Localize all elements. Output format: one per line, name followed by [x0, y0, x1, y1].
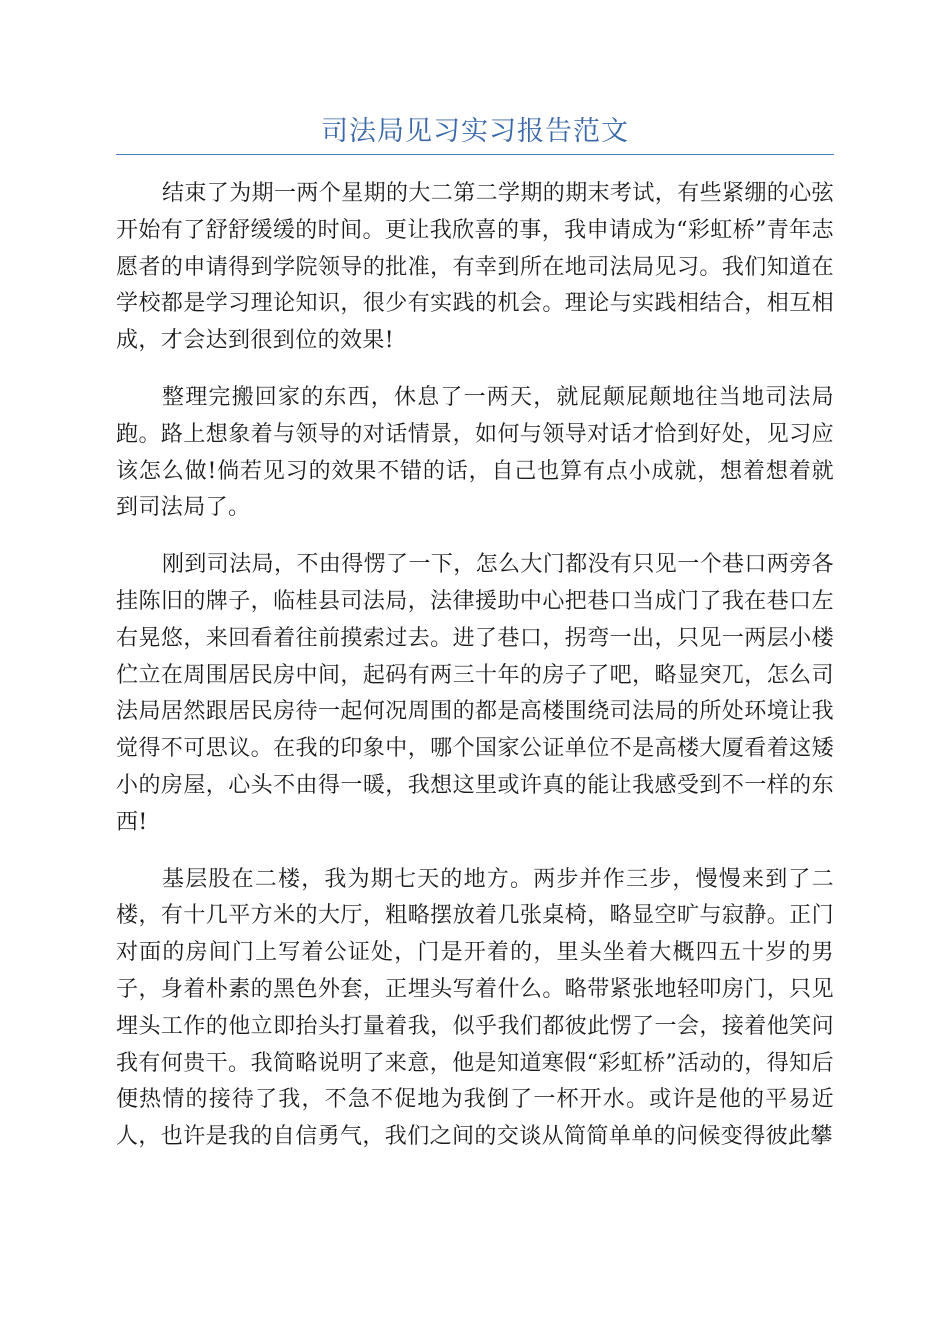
paragraph-4: 基层股在二楼，我为期七天的地方。两步并作三步，慢慢来到了二楼，有十几平方米的大厅，粗略摆放着几张桌椅，略显空旷与寂静。正门对面的房间门上写着公证处，门是开着的，里头坐着大概四五十岁的男子，身着朴素的黑色外套，正埋头写着什么。略带紧张地轻叩房门，只见埋头工作的他立即抬头打量着我，似乎我们都彼此愣了一会，接着他笑问我有何贵干。我简略说明了来意，他是知道寒假“彩虹桥”活动的，得知后便热情的接待了我，不急不促地为我倒了一杯开水。或许是他的平易近人，也许是我的自信勇气，我们之间的交谈从简简单单的问候变得彼此攀 [116, 866, 834, 1150]
paragraph-2: 整理完搬回家的东西，休息了一两天，就屁颠屁颠地往当地司法局跑。路上想象着与领导的对话情景，如何与领导对话才恰到好处，见习应该怎么做!倘若见习的效果不错的话，自己也算有点小成就，想着想着就到司法局了。 [116, 384, 834, 521]
paragraph-1: 结束了为期一两个星期的大二第二学期的期末考试，有些紧绷的心弦开始有了舒舒缓缓的时间。更让我欣喜的事，我申请成为“彩虹桥”青年志愿者的申请得到学院领导的批准，有幸到所在地司法局见习。我们知道在学校都是学习理论知识，很少有实践的机会。理论与实践相结合，相互相成，才会达到很到位的效果! [116, 181, 835, 354]
document-body [116, 176, 834, 1176]
paragraph-3: 刚到司法局，不由得愣了一下，怎么大门都没有只见一个巷口两旁各挂陈旧的牌子，临桂县司法局，法律援助中心把巷口当成门了我在巷口左右晃悠，来回看着往前摸索过去。进了巷口，拐弯一出，只见一两层小楼伫立在周围居民房中间，起码有两三十年的房子了吧，略显突兀，怎么司法局居然跟居民房待一起何况周围的都是高楼围绕司法局的所处环境让我觉得不可思议。在我的印象中，哪个国家公证单位不是高楼大厦看着这矮小的房屋，心头不由得一暖，我想这里或许真的能让我感受到不一样的东西! [116, 552, 835, 835]
document-title: 司法局见习实习报告范文 [321, 116, 629, 147]
title-underline [116, 154, 834, 155]
